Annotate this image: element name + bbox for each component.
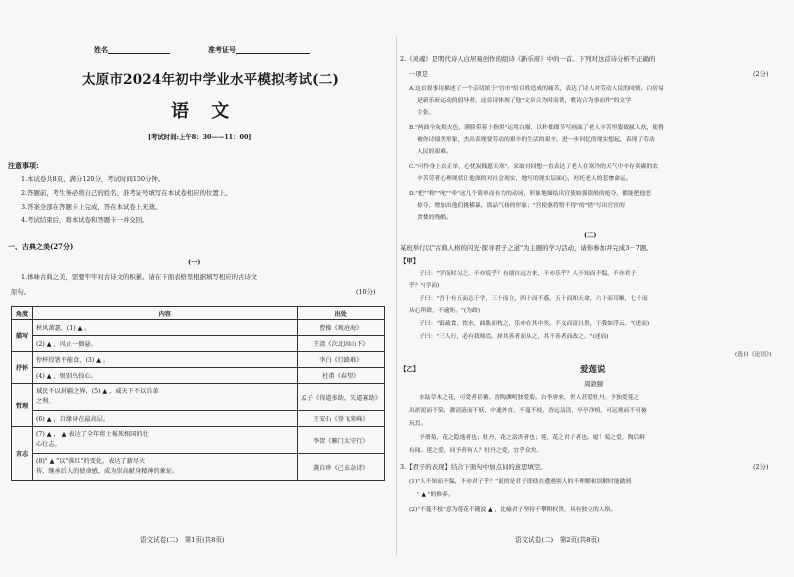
table-row[interactable]: [12, 384, 385, 411]
name-blank[interactable]: [108, 46, 170, 54]
id-label: 准考证号: [208, 46, 310, 54]
question-score: (2分): [753, 463, 769, 471]
option-c-cont: 辛苦劳者心理现状让他深的对社会现实，地写的现实层面心，衬托老人的悲惨命运。: [417, 176, 632, 182]
category-cell: 哲理: [12, 384, 33, 427]
source-cell: 杜甫《春望》: [297, 368, 384, 384]
question-2-cont: 一项是: [409, 70, 429, 78]
category-cell: 言志: [12, 427, 33, 481]
text-a-label: 【甲】: [400, 257, 420, 265]
answer-blank[interactable]: " ▲ "的修养。: [417, 492, 454, 498]
option-b-cont: 被你诗细美形象，杰出表现要劳动的艰辛的生活的艰辛，进一步回忆的现实想起，表现了劳动: [417, 137, 655, 143]
question-2: 2.《灵魂》是明代诗人白居易创作的组诗《新乐府》中的一首。下列对这首诗分析不正确的: [400, 55, 656, 63]
column-header: 出处: [297, 307, 384, 320]
category-cell: 抒怀: [12, 352, 33, 384]
text-b-label: 【乙】: [400, 365, 420, 373]
table-header-row: [12, 307, 385, 320]
question-score: (2分): [753, 70, 769, 78]
table-row[interactable]: [12, 336, 385, 352]
time-note: [考试时间:上午8：30——11：00]: [148, 133, 252, 141]
page-footer: 语文试卷(二) 第1页(共8页): [140, 536, 225, 544]
page-2: [397, 0, 794, 577]
text-a-line: 子曰："吾十有五而志于学，三十而立，四十而不惑，五十而知天命，六十而耳顺，七十而: [419, 296, 648, 302]
question-3-part-1: (1)"人不知而不愠，不亦君子乎？"说的是君子即使在遭遇别人的不理解和误解时能做到: [409, 479, 632, 485]
question-score: (10分): [356, 288, 376, 296]
text-b-line: 出淤泥而不染，濯清涟而不妖，中通外直，不蔓不枝，香远益清，亭亭净植，可远观而不可亵: [409, 408, 647, 414]
content-cell[interactable]: (6) ▲ ，自缘身在最高层。: [33, 411, 298, 427]
option-c[interactable]: C."可怜身上衣正单，心忧炭贱愿天寒"，采取对回想一直表达了老人在寒冷的天气中辛存卖碳的农: [409, 164, 659, 170]
question-1-cont: 原句。: [11, 288, 31, 296]
content-cell[interactable]: (2) ▲ ，风止一偶悬。: [33, 336, 298, 352]
text-b-line: 有闻。莲之爱，同予者何人？牡丹之爱，宜乎众矣。: [409, 448, 543, 454]
poem-table: [11, 306, 385, 481]
source-cell: 龚自珍《己亥杂诗》: [297, 454, 384, 481]
note-item: 3.答案全部在答题卡上完成，答在本试卷上无效。: [21, 203, 162, 211]
text-b-author: 周敦颐: [584, 380, 604, 388]
page-footer: 语文试卷(二) 第2页(共8页): [515, 536, 600, 544]
source-cell: 王湾《次北固山下》: [297, 336, 384, 352]
column-header: 内容: [33, 307, 298, 320]
subject-title: 语 文: [171, 101, 238, 122]
option-b-cont: 人民的艰难。: [417, 149, 452, 155]
note-item: 4.考试结束后，将本试卷和答题卡一并交回。: [21, 216, 149, 224]
text-b-title: 爱莲说: [580, 365, 606, 375]
exam-title: 太原市2024年初中学业水平模拟考试(二): [82, 72, 340, 88]
content-cell[interactable]: 停杯投箸不能食，(3) ▲ 。: [33, 352, 298, 368]
name-label: 姓名: [94, 46, 170, 54]
activity-intro: 某班举行以"古典人格的闪光·探寻君子之道"为主题的学习活动，请你参加并完成3－7题。: [400, 244, 653, 252]
content-cell[interactable]: (4) ▲ ，恨别鸟惊心。: [33, 368, 298, 384]
question-3: 3.【君子的表现】结合下面句中加点词的意思填空。: [400, 463, 547, 471]
table-row[interactable]: [12, 427, 385, 454]
option-d-cont: 掠夺，增加出他们挑横暴，盗品气扬的形象；"宫使驱将惜不得"的"惜"写出官宦的: [417, 203, 625, 209]
source-cell: 李白《行路难》: [297, 352, 384, 368]
option-d[interactable]: D."把""称""叱""牵"这几个简单而有力的动词，形象地描绘出宫使如强盗般的抢夺，都能把他恶: [409, 191, 652, 197]
option-d-cont: 贪婪的残酷。: [417, 215, 452, 221]
note-item: 1.本试卷共8页，满分120分，考试时间150分钟。: [21, 175, 165, 183]
source-cell: 曹操《观沧海》: [297, 320, 384, 336]
column-header: 角度: [12, 307, 33, 320]
category-cell: 描写: [12, 320, 33, 352]
option-a-cont: 是新乐府运动的倡导者，这首诗体现了他"文章合为时而著，歌诗合为事而作"的文学: [417, 98, 632, 104]
table-row[interactable]: [12, 411, 385, 427]
text-a-line: 子曰："三人行，必有我师焉。择其善者而从之，其不善者而改之。"(述而): [419, 334, 609, 340]
id-blank[interactable]: [236, 46, 310, 54]
question-1: 1.体味古典之美，需要牢牢对古诗文的积累。请在下面表格里根据填写相应的古诗文: [21, 273, 258, 281]
source-cell: 孟子《得道多助，失道寡助》: [297, 384, 384, 411]
section-heading: 一、古典之美(27分): [8, 242, 74, 251]
text-a-line: 子曰："学而时习之，不亦说乎？有朋自远方来，不亦乐乎？人不知而不愠，不亦君子: [419, 271, 637, 277]
content-cell[interactable]: 域民不以封疆之界，(5) ▲ ，威天下不以兵革 之利。: [33, 384, 298, 411]
text-a-line: 乎？"(学而): [409, 283, 440, 289]
text-a-source: (选自《论语》): [735, 352, 772, 358]
note-item: 2.答题前，考生务必将自己的姓名、准考证号填写在本试卷相应的位置上。: [21, 189, 232, 197]
text-a-line: 子曰："饭疏食，饮水，曲肱而枕之，乐亦在其中矣。不义而富且贵，于我如浮云。"(述而): [419, 321, 650, 327]
question-3-part-2[interactable]: (2)"不蔓不枝"意为莲花不随波 ▲ ，比喻君子坚持不攀附权贵，具有独立的人格。: [409, 507, 617, 513]
text-b-line: 水陆草木之花，可爱者甚蕃。晋陶渊明独爱菊。自李唐来，世人甚爱牡丹。予独爱莲之: [419, 395, 640, 401]
content-cell[interactable]: (7) ▲ ， ▲ 表达了全年将士報死相国的壮 心壮志。: [33, 427, 298, 454]
option-a[interactable]: A.这首叙事诗描述了一个亲切浓于"宫市"给百姓造成的痛苦，表达了诗人对劳动人民的同情。白居易: [409, 86, 664, 92]
part-heading: (一): [188, 258, 201, 266]
text-b-line: 玩焉。: [409, 421, 427, 427]
option-a-cont: 主张。: [417, 110, 435, 116]
table-row[interactable]: [12, 320, 385, 336]
text-a-line: 从心所欲，不逾矩。"(为政): [409, 308, 480, 314]
part-heading: (二): [584, 231, 597, 239]
source-cell: 王安石《登飞来峰》: [297, 411, 384, 427]
content-cell[interactable]: (8)" ▲ "以"落红"的变化，表达了薪尽火 传、继承后人的使命感，成为崇高献身精神的象征。: [33, 454, 298, 481]
table-row[interactable]: [12, 368, 385, 384]
table-row[interactable]: [12, 352, 385, 368]
content-cell[interactable]: 秋风萧瑟，(1) ▲ 。: [33, 320, 298, 336]
source-cell: 李贺《雁门太守行》: [297, 427, 384, 454]
option-b[interactable]: B."两面全灰烬火色，满脸带着十指黑"运用白描，以朴拙细节写画面了老人辛苦里姿致腻人炊，使鲁: [409, 125, 664, 131]
notes-title: 注意事项:: [8, 161, 39, 170]
text-b-line: 予谓菊，花之隐逸者也；牡丹，花之富贵者也；莲，花之君子者也。噫！菊之爱，陶后鲜: [419, 435, 646, 441]
table-row[interactable]: [12, 454, 385, 481]
